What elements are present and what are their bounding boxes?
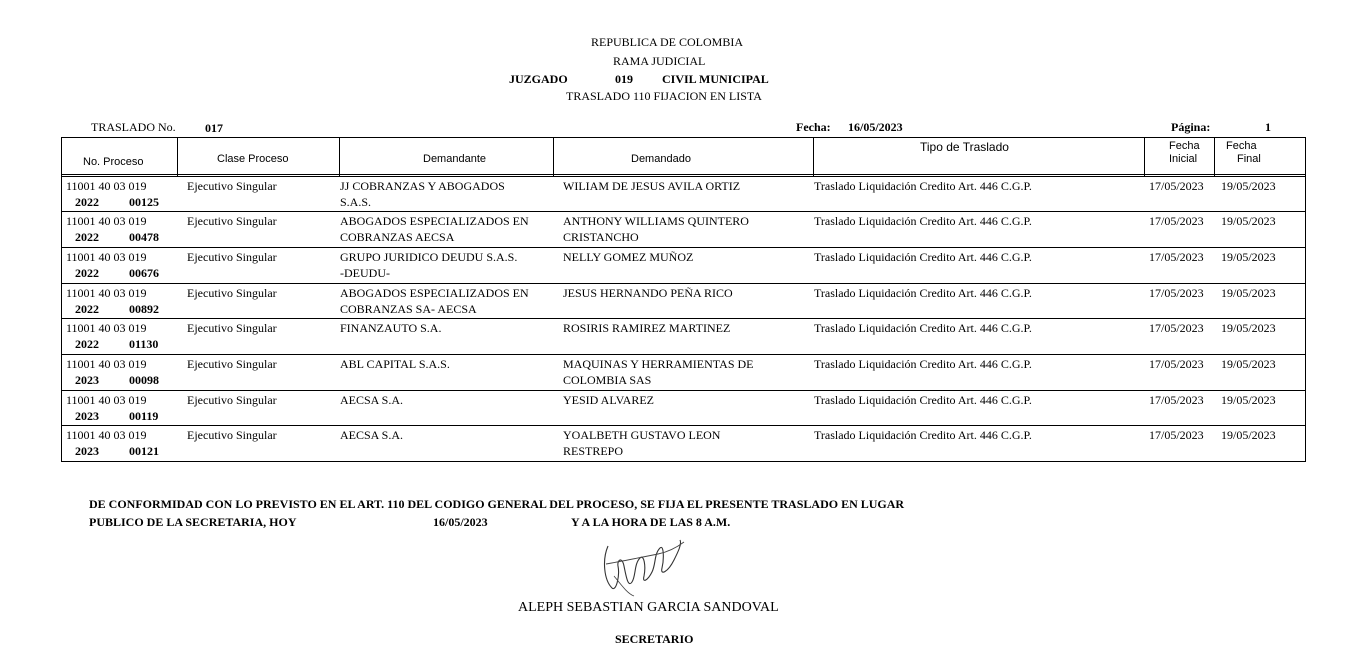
- row-year: 2022: [75, 230, 99, 244]
- footer-hora: Y A LA HORA DE LAS 8 A.M.: [571, 515, 731, 529]
- row-demandante: ABL CAPITAL S.A.S.: [340, 357, 450, 371]
- table-row: [62, 427, 1305, 462]
- row-year: 2022: [75, 266, 99, 280]
- row-clase: Ejecutivo Singular: [187, 214, 277, 228]
- footer-statement: DE CONFORMIDAD CON LO PREVISTO EN EL ART. 110 DEL CODIGO GENERAL DEL PROCESO, SE FIJA EL PRESENTE TRASLADO EN LUGAR: [89, 497, 905, 511]
- row-code: 11001 40 03 019: [66, 428, 147, 442]
- col-header-proceso: No. Proceso: [62, 138, 178, 176]
- row-code: 11001 40 03 019: [66, 214, 147, 228]
- row-divider: [62, 390, 1305, 391]
- row-demandante-line2: -DEUDU-: [340, 266, 390, 280]
- row-year: 2022: [75, 302, 99, 316]
- row-demandado: MAQUINAS Y HERRAMIENTAS DE: [563, 357, 754, 371]
- row-tipo: Traslado Liquidación Credito Art. 446 C.G.P.: [814, 214, 1032, 228]
- row-code: 11001 40 03 019: [66, 357, 147, 371]
- row-code: 11001 40 03 019: [66, 321, 147, 335]
- row-clase: Ejecutivo Singular: [187, 179, 277, 193]
- pagina-value: 1: [1265, 120, 1271, 134]
- table-row: [62, 356, 1305, 391]
- row-year: 2022: [75, 337, 99, 351]
- header-divider: [62, 174, 1305, 175]
- row-number: 00892: [129, 302, 159, 316]
- table-row: [62, 392, 1305, 427]
- table-row: [62, 213, 1305, 248]
- row-demandado: WILIAM DE JESUS AVILA ORTIZ: [563, 179, 741, 193]
- col-header-demandado: Demandado: [554, 138, 814, 176]
- col-header-fecha-final: Fecha Final: [1226, 140, 1261, 165]
- row-demandante: FINANZAUTO S.A.: [340, 321, 442, 335]
- row-year: 2022: [75, 195, 99, 209]
- row-fecha-final: 19/05/2023: [1221, 357, 1276, 371]
- row-clase: Ejecutivo Singular: [187, 357, 277, 371]
- header-juzgado-number: 019: [615, 72, 633, 86]
- row-demandante: ABOGADOS ESPECIALIZADOS EN: [340, 214, 529, 228]
- signature-image: [598, 536, 688, 598]
- row-tipo: Traslado Liquidación Credito Art. 446 C.G.P.: [814, 428, 1032, 442]
- row-fecha-inicial: 17/05/2023: [1149, 357, 1204, 371]
- row-divider: [62, 318, 1305, 319]
- table-row: [62, 178, 1305, 213]
- row-tipo: Traslado Liquidación Credito Art. 446 C.G.P.: [814, 286, 1032, 300]
- row-clase: Ejecutivo Singular: [187, 321, 277, 335]
- row-tipo: Traslado Liquidación Credito Art. 446 C.G.P.: [814, 250, 1032, 264]
- row-number: 00676: [129, 266, 159, 280]
- row-clase: Ejecutivo Singular: [187, 393, 277, 407]
- signer-role: SECRETARIO: [615, 632, 694, 646]
- row-year: 2023: [75, 444, 99, 458]
- signer-name: ALEPH SEBASTIAN GARCIA SANDOVAL: [518, 600, 779, 615]
- row-demandado-line2: CRISTANCHO: [563, 230, 639, 244]
- col-header-clase: Clase Proceso: [178, 138, 340, 176]
- row-code: 11001 40 03 019: [66, 179, 147, 193]
- row-divider: [62, 283, 1305, 284]
- row-fecha-inicial: 17/05/2023: [1149, 250, 1204, 264]
- table-row: [62, 320, 1305, 355]
- footer-publico: PUBLICO DE LA SECRETARIA, HOY: [89, 515, 297, 529]
- col-header-tipo: Tipo de Traslado: [814, 138, 1145, 176]
- traslado-label: TRASLADO No.: [91, 120, 176, 134]
- row-code: 11001 40 03 019: [66, 250, 147, 264]
- traslado-number: 017: [205, 121, 223, 135]
- row-demandado-line2: COLOMBIA SAS: [563, 373, 652, 387]
- header-divider-double: [62, 176, 1305, 177]
- row-demandado: YESID ALVAREZ: [563, 393, 655, 407]
- footer-date: 16/05/2023: [433, 515, 488, 529]
- header-rama-judicial: RAMA JUDICIAL: [613, 54, 706, 68]
- row-code: 11001 40 03 019: [66, 286, 147, 300]
- row-clase: Ejecutivo Singular: [187, 250, 277, 264]
- row-demandante: ABOGADOS ESPECIALIZADOS EN: [340, 286, 529, 300]
- table-row: [62, 285, 1305, 320]
- row-number: 00121: [129, 444, 159, 458]
- header-court-type: CIVIL MUNICIPAL: [662, 72, 769, 86]
- fecha-value: 16/05/2023: [848, 120, 903, 134]
- row-demandante: AECSA S.A.: [340, 428, 404, 442]
- row-fecha-inicial: 17/05/2023: [1149, 321, 1204, 335]
- header-republica: REPUBLICA DE COLOMBIA: [591, 35, 744, 49]
- row-fecha-final: 19/05/2023: [1221, 179, 1276, 193]
- row-tipo: Traslado Liquidación Credito Art. 446 C.G.P.: [814, 179, 1032, 193]
- row-divider: [62, 425, 1305, 426]
- row-number: 00098: [129, 373, 159, 387]
- row-fecha-inicial: 17/05/2023: [1149, 179, 1204, 193]
- traslado-table: [61, 137, 1306, 462]
- row-demandante-line2: S.A.S.: [340, 195, 372, 209]
- row-year: 2023: [75, 409, 99, 423]
- row-fecha-inicial: 17/05/2023: [1149, 214, 1204, 228]
- fecha-label: Fecha:: [796, 120, 831, 134]
- row-demandante: AECSA S.A.: [340, 393, 404, 407]
- row-fecha-inicial: 17/05/2023: [1149, 393, 1204, 407]
- row-tipo: Traslado Liquidación Credito Art. 446 C.G.P.: [814, 357, 1032, 371]
- row-demandante: GRUPO JURIDICO DEUDU S.A.S.: [340, 250, 518, 264]
- row-fecha-final: 19/05/2023: [1221, 286, 1276, 300]
- row-demandado: NELLY GOMEZ MUÑOZ: [563, 250, 694, 264]
- header-traslado-fijacion: TRASLADO 110 FIJACION EN LISTA: [566, 89, 762, 103]
- row-number: 00478: [129, 230, 159, 244]
- row-divider: [62, 354, 1305, 355]
- col-header-fecha-inicial: Fecha Inicial: [1145, 138, 1215, 176]
- row-fecha-final: 19/05/2023: [1221, 214, 1276, 228]
- row-code: 11001 40 03 019: [66, 393, 147, 407]
- row-tipo: Traslado Liquidación Credito Art. 446 C.G.P.: [814, 321, 1032, 335]
- row-demandado: YOALBETH GUSTAVO LEON: [563, 428, 721, 442]
- row-number: 00125: [129, 195, 159, 209]
- row-fecha-final: 19/05/2023: [1221, 428, 1276, 442]
- row-fecha-final: 19/05/2023: [1221, 321, 1276, 335]
- table-row: [62, 249, 1305, 284]
- row-fecha-inicial: 17/05/2023: [1149, 428, 1204, 442]
- row-fecha-inicial: 17/05/2023: [1149, 286, 1204, 300]
- row-number: 00119: [129, 409, 159, 423]
- row-demandado: JESUS HERNANDO PEÑA RICO: [563, 286, 733, 300]
- row-fecha-final: 19/05/2023: [1221, 250, 1276, 264]
- row-demandante-line2: COBRANZAS SA- AECSA: [340, 302, 477, 316]
- pagina-label: Página:: [1171, 120, 1211, 134]
- row-demandante: JJ COBRANZAS Y ABOGADOS: [340, 179, 505, 193]
- row-clase: Ejecutivo Singular: [187, 428, 277, 442]
- row-fecha-final: 19/05/2023: [1221, 393, 1276, 407]
- row-year: 2023: [75, 373, 99, 387]
- row-clase: Ejecutivo Singular: [187, 286, 277, 300]
- row-number: 01130: [129, 337, 159, 351]
- row-demandado: ROSIRIS RAMIREZ MARTINEZ: [563, 321, 731, 335]
- row-demandado: ANTHONY WILLIAMS QUINTERO: [563, 214, 749, 228]
- row-tipo: Traslado Liquidación Credito Art. 446 C.G.P.: [814, 393, 1032, 407]
- header-juzgado-label: JUZGADO: [509, 72, 568, 86]
- row-demandado-line2: RESTREPO: [563, 444, 624, 458]
- row-divider: [62, 247, 1305, 248]
- row-demandante-line2: COBRANZAS AECSA: [340, 230, 455, 244]
- col-header-demandante: Demandante: [340, 138, 554, 176]
- row-divider: [62, 211, 1305, 212]
